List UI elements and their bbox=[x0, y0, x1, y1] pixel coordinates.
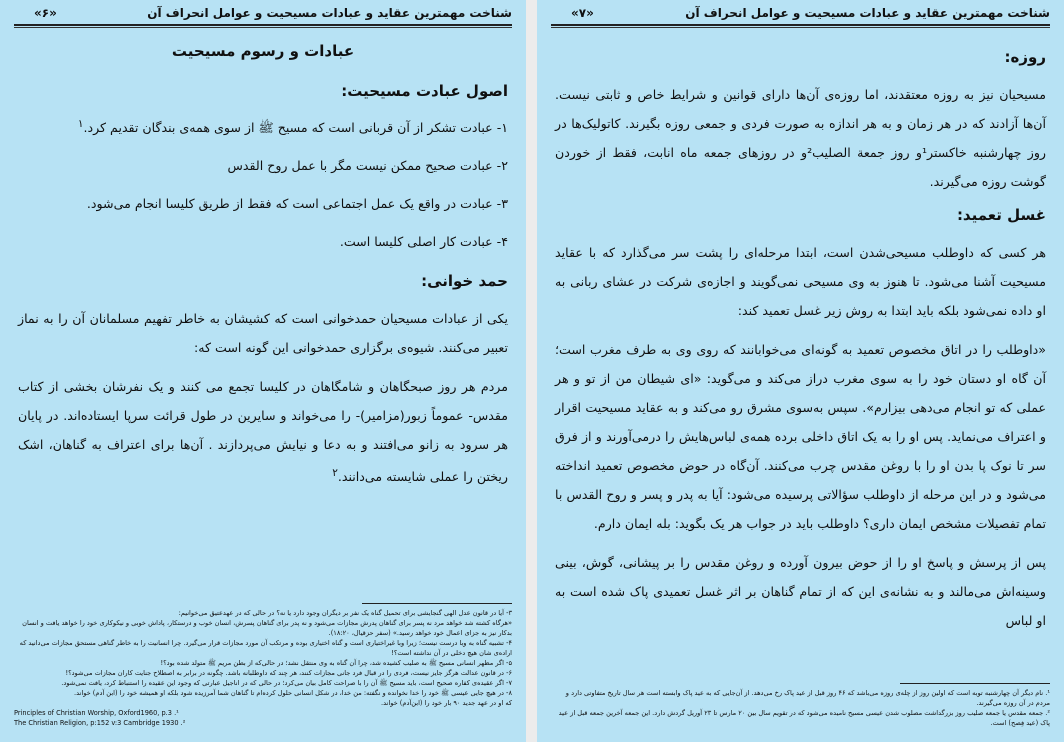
footnote: «هرگاه کشته شد خواهد مرد نه پسر برای گناهان پدرش مجازات می‌شود و نه پدر برای گناهان پسرش، انسان خوب و درستکار، پاداش خوبی و نیکوکاری خود را خواهد یافت و انسان بدکار نیز به جزای اعمال خود خواهد رسید.» (سفر حزقیال، ۱۸:۲۰). bbox=[22, 619, 512, 637]
footnote-citation: Principles of Christian Worship, Oxford1960, p.3 .¹ bbox=[14, 709, 179, 717]
section-heading: روزه: bbox=[1004, 48, 1046, 66]
footnote: ۶- در قانون عدالت هرگز جایز نیست، فردی را در قبال فرد جانی مجازات کنند، هر چند که داوطلبانه باشد. چگونه در برابر به اصطلاح جنایت کاران مجازات می‌شود؟! bbox=[65, 669, 512, 677]
page-body bbox=[18, 38, 508, 501]
paragraph: پس از پرسش و پاسخ او را از حوض بیرون آورده و روغن مقدس را بر پیشانی، گوش، بینی وسینه‌اش می‌مالند و به نشانه‌ی این که از تمام گناهان بر اثر غسل تعمیدی پاک شده است به او لباس bbox=[555, 555, 1046, 628]
section-heading: حمد خوانی: bbox=[421, 272, 508, 291]
footnote-ref: ۱ bbox=[77, 118, 84, 130]
section-heading: غسل تعمید: bbox=[956, 206, 1046, 224]
footnote: ². جمعه مقدس یا جمعه صلیب روز بزرگداشت مصلوب شدن عیسی مسیح نامیده می‌شود که در تقویم سال بین ۲۰ مارس تا ۲۳ آوریل گردش دارد. این جمعه آخرین جمعه قبل از عید پاک (عید فِصح) است. bbox=[558, 709, 1050, 727]
footnote-rule bbox=[900, 683, 1050, 684]
running-header bbox=[14, 4, 512, 26]
footnotes bbox=[14, 603, 512, 728]
footnote: ۵- اگر مظهر انسانی مسیح ﷺ به صلیب کشیده شد، چرا آن گناه به وی منتقل نشد؛ در حالی‌که از بطن مریم ﷺ متولد شده بود؟! bbox=[160, 659, 512, 667]
running-title: شناخت مهمترین عقاید و عبادات مسیحیت و عوامل انحراف آن bbox=[685, 6, 1050, 20]
paragraph: مردم هر روز صبحگاهان و شامگاهان در کلیسا تجمع می کنند و یک نفرشان بخشی از کتاب مقدس- عموماً زبور(مزامیر)- را می‌خواند و سایرین در طول قرائت سرپا ایستاده‌اند. در پایان هر سرود به زانو می‌افتند و به دعا و نیایش می‌پردازند . آن‌ها برای اعتراف به گناهان، اشک ریختن را عملی شایسته می‌دانند.$^۲$ bbox=[18, 379, 508, 485]
footnote: ۴- تشبیه گناه به وبا درست نیست؛ زیرا وبا غیراختیاری است و گناه اختیاری بوده و مرتکب آن مورد مجازات قرار می‌گیرد. چرا انسانیت را به خاطر گناهی مستحق مجازات می‌دانید که اراده‌ی شان هیچ دخلی در آن نداشته است؟! bbox=[19, 639, 512, 657]
footnotes bbox=[551, 683, 1050, 728]
header-rule bbox=[14, 27, 512, 28]
page-gutter bbox=[526, 0, 537, 742]
list-item: ۲- عبادت صحیح ممکن نیست مگر با عمل روح القدس bbox=[227, 158, 508, 174]
right-page bbox=[537, 0, 1064, 742]
footnote: که او در عهد جدید ۹۰ بار خود را (ابن‌آدم) خواند. bbox=[381, 699, 512, 707]
page-body bbox=[555, 48, 1046, 645]
footnote-rule bbox=[362, 603, 512, 604]
footnote-ref: ۲ bbox=[332, 467, 338, 480]
footnote: ¹. نام دیگر آن چهارشنبه توبه است که اولین روز از چله‌ی روزه می‌باشد که ۴۶ روز قبل از عید پاک رخ می‌دهد. از آن‌جایی که به عید پاک وابسته است هر سال تاریخ متفاوتی دارد و مردم در آن روزه می‌گیرند. bbox=[565, 689, 1050, 707]
left-page bbox=[0, 0, 526, 742]
section-heading: اصول عبادت مسیحیت: bbox=[341, 82, 508, 100]
footnote: ۸- در هیچ جایی عیسی ﷺ خود را خدا نخوانده و نگفته: من خدا، در شکل انسانی حلول کرده‌ام تا گناهان شما آمرزیده شود بلکه او همیشه خود را (ابن آدم) خواند. bbox=[73, 689, 512, 697]
paragraph: یکی از عبادات مسیحیان حمدخوانی است که کشیشان به خاطر تفهیم مسلمانان آن را به نماز تعبیر می‌کنند. شیوه‌ی برگزاری حمدخوانی این گونه است که: bbox=[18, 311, 508, 356]
page-number: «۷» bbox=[571, 6, 594, 20]
footnote: ۳- آیا در قانون عدل الهی گنجایشی برای تحمیل گناه یک نفر بر دیگران وجود دارد یا نه؟ در حالی که در عهدعتیق می‌خوانیم: bbox=[178, 609, 512, 617]
list-item: ۳- عبادت در واقع یک عمل اجتماعی است که فقط از طریق کلیسا انجام می‌شود. bbox=[86, 196, 508, 212]
running-header bbox=[551, 4, 1050, 26]
page-number: «۶» bbox=[34, 6, 57, 20]
paragraph: «داوطلب را در اتاق مخصوص تعمید به گونه‌ای می‌خوابانند که روی وی به طرف مغرب است؛ آن گاه او دستان خود را به سوی مغرب دراز می‌کند و می‌گوید: «ای شیطان من از تو و هر عملی که تو انجام می‌دهی بیزارم». سپس به‌سوی مشرق رو می‌کند و به عقاید مسیحیت اقرار و اعتراف می‌نماید. پس او را به یک اتاق داخلی برده همه‌ی لباس‌هایش را درمی‌آورند و از فرق سر تا نوک پا بدن او را با روغن مقدس چرب می‌کنند. آن‌گاه در حوض مخصوص تعمید انداخته می‌شود و در این مرحله از داوطلب سؤالاتی پرسیده می‌شود: آیا به پدر و پسر و روح القدس با تمام تفصیلات مشخص ایمان داری؟ داوطلب باید در جواب هر یک بگوید: بله ایمان دارم. bbox=[555, 342, 1046, 531]
footnote: ۷- اگر عقیده‌ی کفاره صحیح است، باید مسیح ﷺ آن را با صراحت کامل بیان می‌کرد؛ در حالی که در اناجیل عبارتی که وجود این عقیده را استنباط کرد، یافت نمی‌شود. bbox=[61, 679, 512, 687]
header-rule bbox=[551, 27, 1050, 28]
paragraph: مسیحیان نیز به روزه معتقدند، اما روزه‌ی آن‌ها دارای قوانین و شرایط خاص و ثابتی نیست. آن‌ها آزادند که در هر زمان و به هر اندازه به صورت فردی و جمعی روزه بگیرند. کاتولیک‌ها در روز چهارشنبه خاکستر¹و روز جمعة الصلیب²و در روزهای جمعه ماه انابت، فقط از خوردن گوشت روزه می‌گیرند. bbox=[555, 87, 1046, 189]
list-item: ۱- عبادت تشکر از آن قربانی است که مسیح ﷺ از سوی همه‌ی بندگان تقدیم کرد.$^۱$ bbox=[77, 118, 508, 136]
chapter-title: عبادات و رسوم مسیحیت bbox=[171, 42, 355, 60]
running-title: شناخت مهمترین عقاید و عبادات مسیحیت و عوامل انحراف آن bbox=[147, 6, 512, 20]
paragraph: هر کسی که داوطلب مسیحی‌شدن است، ابتدا مرحله‌ای را پشت سر می‌گذارد که با عقاید مسیحیت آشنا می‌شود. تا هنوز به وی مسیحی نمی‌گویند و اجازه‌ی شرکت در عشای ربانی به او داده نمی‌شود بلکه باید ابتدا به روش زیر غسل تعمید کند: bbox=[555, 245, 1046, 318]
list-item: ۴- عبادت کار اصلی کلیسا است. bbox=[339, 234, 508, 250]
footnote-citation: The Christian Religion, p:152 v:3 Cambridge 1930 .² bbox=[14, 719, 186, 727]
